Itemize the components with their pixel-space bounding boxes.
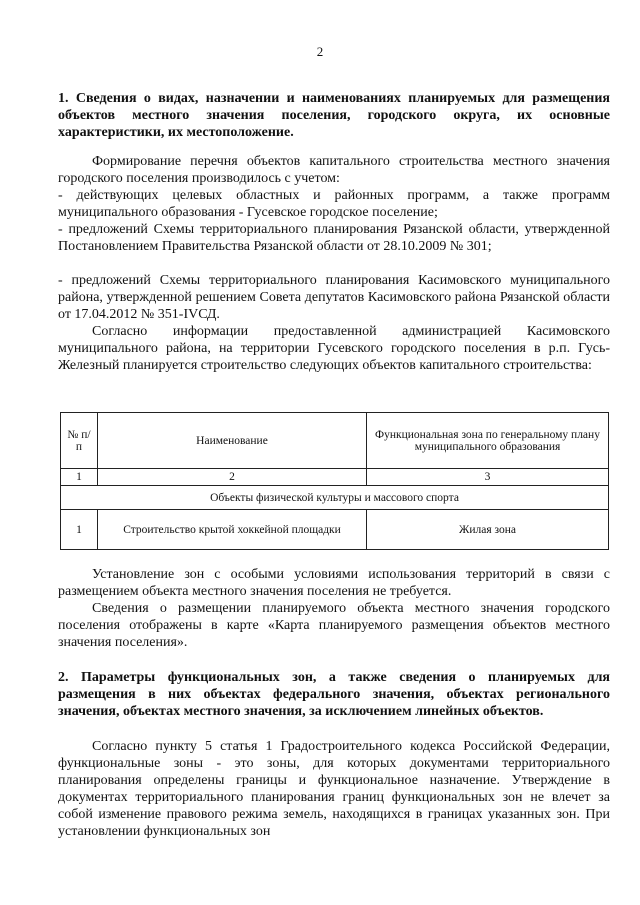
list-item: - предложений Схемы территориального планирования Касимовского муниципального района, утвержденной решением Совета депутатов Касимовского района Рязанской области от 17.04.2012 № 351-IVСД. <box>58 273 610 322</box>
section-2-body: Согласно пункту 5 статья 1 Градостроительного кодекса Российской Федерации, функциональные зоны - это зоны, для которых документами территориального планирования определены границы и функциональное назначение. Утверждение в документах территориального планирования границ функциональных зон не влечет за собой изменение правового режима земель, находящихся в границах указанных зон. При установлении функциональных зон <box>58 739 610 839</box>
table-header-row <box>61 413 609 469</box>
table-group-row <box>61 486 609 510</box>
paragraph: Установление зон с особыми условиями использования территорий в связи с размещением объекта местного значения поселения не требуется. <box>58 567 610 599</box>
row-name: Строительство крытой хоккейной площадки <box>98 510 367 550</box>
header-cell: № п/п <box>61 413 98 469</box>
page-number: 2 <box>316 44 324 59</box>
list-item: - предложений Схемы территориального планирования Рязанской области, утвержденной Постановлением Правительства Рязанской области от 28.10.2009 № 301; <box>58 222 610 254</box>
row-number: 1 <box>61 510 98 550</box>
section-2-title: 2. Параметры функциональных зон, а также сведения о планируемых для размещения в них объектах федерального значения, объектах регионального значения, объектах местного значения, за исключением линейных объектов. <box>58 670 610 719</box>
row-zone: Жилая зона <box>367 510 609 550</box>
section-1-title: 1. Сведения о видах, назначении и наименованиях планируемых для размещения объектов местного значения поселения, городского округа, их основные характеристики, их местоположение. <box>58 91 610 140</box>
list-item: - действующих целевых областных и районных программ, а также программ муниципального образования - Гусевское городское поселение; <box>58 188 610 220</box>
table-row <box>61 510 609 550</box>
header-cell: Функциональная зона по генеральному плану муниципального образования <box>367 413 609 469</box>
section-1-intro: Формирование перечня объектов капитального строительства местного значения городского поселения производилось с учетом: <box>58 154 610 186</box>
column-number: 3 <box>367 469 609 486</box>
header-cell: Наименование <box>98 413 367 469</box>
table-row <box>61 469 609 486</box>
column-number: 2 <box>98 469 367 486</box>
column-number: 1 <box>61 469 98 486</box>
objects-table <box>60 412 609 550</box>
section-1-paragraph: Согласно информации предоставленной администрацией Касимовского муниципального района, на территории Гусевского городского поселения в р.п. Гусь-Железный планируется строительство следующих объектов капитального строительства: <box>58 324 610 373</box>
paragraph: Сведения о размещении планируемого объекта местного значения городского поселения отображены в карте «Карта планируемого размещения объектов местного значения поселения». <box>58 601 610 650</box>
group-title: Объекты физической культуры и массового спорта <box>61 486 609 510</box>
